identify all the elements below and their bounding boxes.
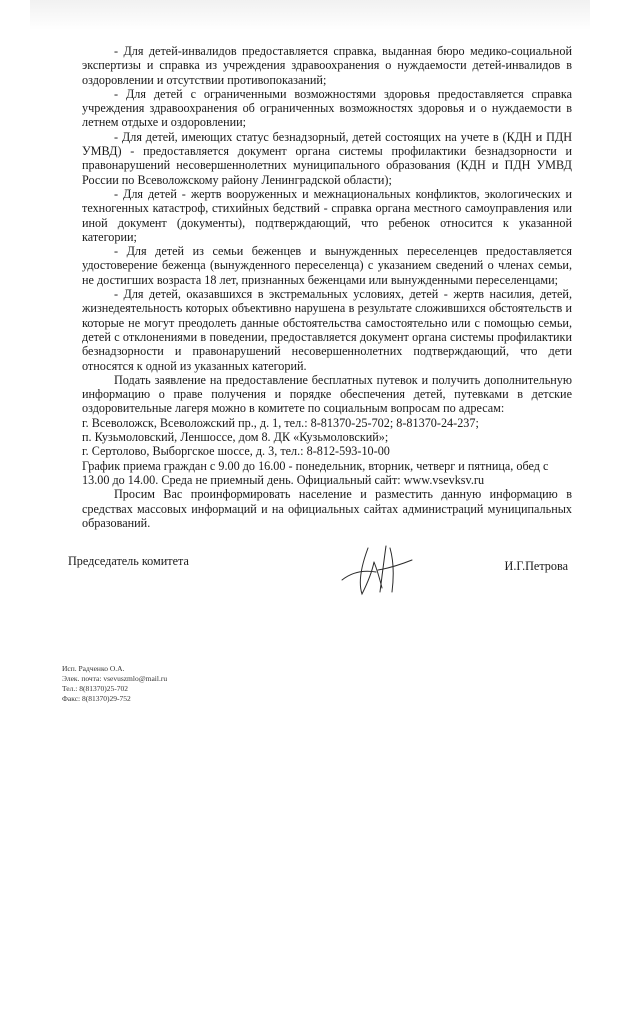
reception-schedule: График приема граждан с 9.00 до 16.00 - понедельник, вторник, четверг и пятница, обед с 13.00 до 14.00. Среда не приемный день. Официальный сайт: www.vsevksv.ru [82, 458, 549, 487]
signer-name: И.Г.Петрова [504, 559, 568, 573]
paragraph-conflict-victims: - Для детей - жертв вооруженных и межнациональных конфликтов, экологических и техногенных катастроф, стихийных бедствий - справка органа местного самоуправления или иной документ (документы), подтверждающий, что ребенок относится к указанной категории; [82, 186, 572, 244]
address-sertolovo: г. Сертолово, Выборгское шоссе, д. 3, тел.: 8-812-593-10-00 [82, 444, 390, 459]
executor-name: Исп. Радченко О.А. [62, 664, 125, 673]
executor-phone: Тел.: 8(81370)25-702 [62, 684, 128, 693]
paragraph-limited-health: - Для детей с ограниченными возможностями здоровья предоставляется справка учреждения здравоохранения об ограниченных возможностях здоровья и о нуждаемости в летнем отдыхе и оздоровлении; [82, 86, 572, 130]
paragraph-application-info: Подать заявление на предоставление бесплатных путевок и получить дополнительную информацию о праве получения и порядке обеспечения детей, путевками в детские оздоровительные лагеря можно в комитете по социальным вопросам по адресам: [82, 372, 572, 416]
executor-email: Элек. почта: vsevuszmlo@mail.ru [62, 674, 168, 683]
scan-shadow [30, 0, 590, 30]
executor-info [62, 664, 262, 704]
letter-body [82, 44, 572, 530]
address-kuzmolovsky: п. Кузьмоловский, Леншоссе, дом 8. ДК «Кузьмоловский»; [82, 430, 389, 445]
paragraph-refugees: - Для детей из семьи беженцев и вынужденных переселенцев предоставляется удостоверение беженца (вынужденного переселенца) с указанием сведений о членах семьи, не достигших возраста 18 лет, признанных беженцами или вынужденными переселенцами; [82, 244, 572, 287]
paragraph-neglected-children: - Для детей, имеющих статус безнадзорный, детей состоящих на учете в (КДН и ПДН УМВД) - предоставляется документ органа системы профилактики безнадзорности и правонарушений несовершеннолетних муниципального образования (КДН и ПДН УМВД России по Всеволожскому району Ленинградской области); [82, 129, 572, 187]
executor-fax: Факс: 8(81370)29-752 [62, 694, 131, 703]
paragraph-closing-request: Просим Вас проинформировать население и разместить данную информацию в средствах массовых информаций и на официальных сайтах администраций муниципальных образований. [82, 487, 572, 530]
address-vsevolozhsk: г. Всеволожск, Всеволожский пр., д. 1, тел.: 8-81370-25-702; 8-81370-24-237; [82, 415, 479, 430]
paragraph-disabled-children: - Для детей-инвалидов предоставляется справка, выданная бюро медико-социальной экспертизы и справка из учреждения здравоохранения о нуждаемости детей-инвалидов в оздоровлении и отсутствии противопоказаний; [82, 44, 572, 87]
handwritten-signature [338, 542, 418, 600]
signature-block [68, 548, 568, 588]
paragraph-extreme-conditions: - Для детей, оказавшихся в экстремальных условиях, детей - жертв насилия, детей, жизнедеятельность которых объективно нарушена в результате сложившихся обстоятельств и которые не могут преодолеть данные обстоятельства самостоятельно или с помощью семьи, детей с отклонениями в поведении, предоставляется документ органа системы профилактики безнадзорности и правонарушений несовершеннолетних подтверждающий, что дети относятся к одной из указанных категорий. [82, 287, 572, 373]
signer-title: Председатель комитета [68, 554, 189, 568]
